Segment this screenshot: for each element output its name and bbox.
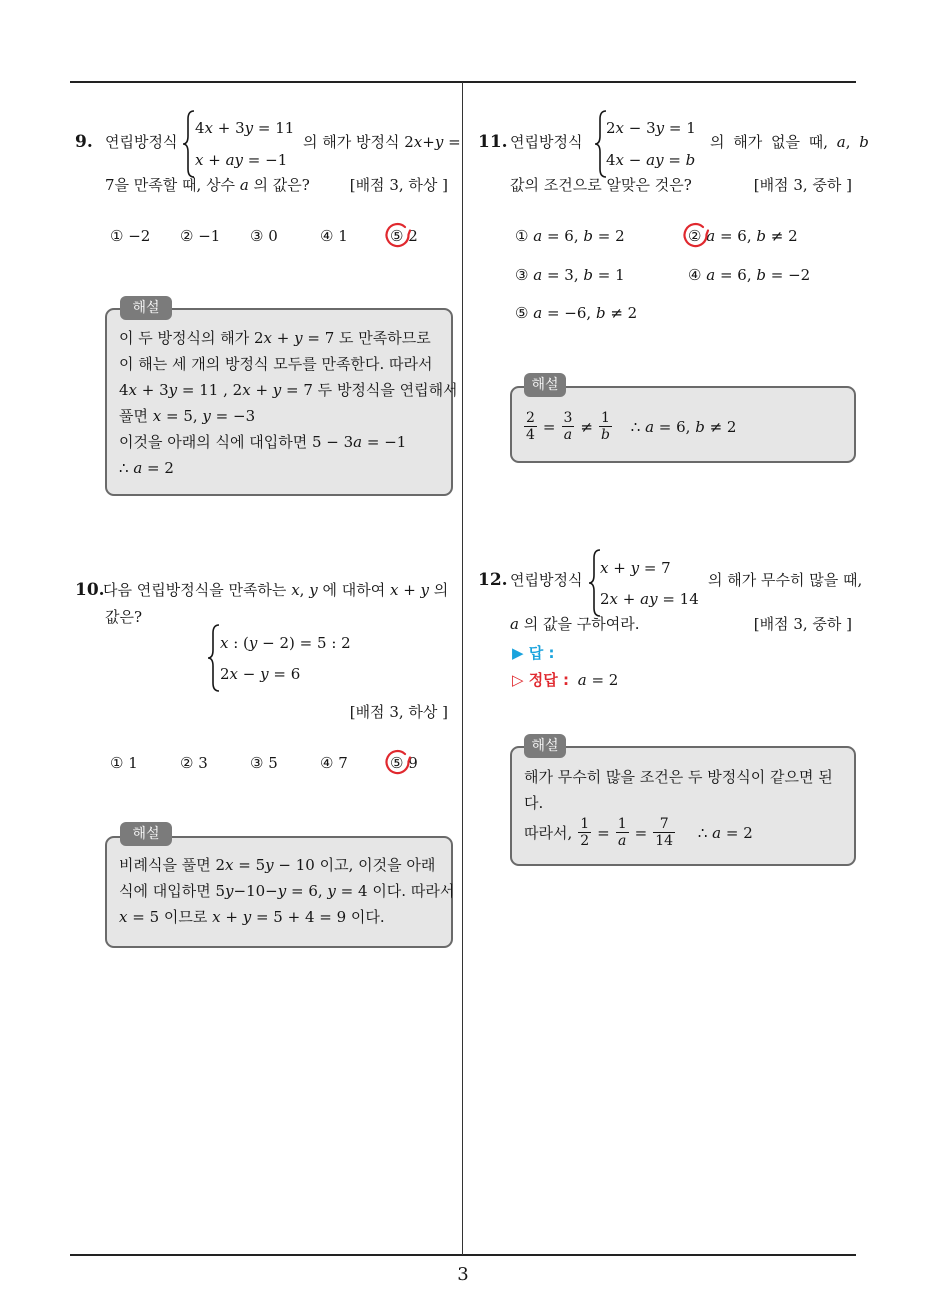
solution-line <box>524 816 842 849</box>
option-5: ⑤ 2 <box>390 226 418 246</box>
question-text: 다음 연립방정식을 만족하는 x, y 에 대하여 x + y 의 <box>103 581 449 599</box>
question-text-line2: 값의 조건으로 알맞은 것은? <box>510 176 692 194</box>
fraction <box>653 816 675 849</box>
option-4: ④ 1 <box>320 227 348 245</box>
solution-line: 풀면 x = 5, y = −3 <box>119 407 256 425</box>
correct-answer-value: a = 2 <box>577 671 619 689</box>
system-equation-2: 2x + ay = 14 <box>600 590 699 608</box>
option-3: ③ a = 3, b = 1 <box>515 266 625 284</box>
numerator: 2 <box>526 410 535 426</box>
page-number: 3 <box>457 1264 469 1285</box>
operator: ≠ <box>580 417 593 436</box>
solution-tab: 해설 <box>524 734 566 758</box>
question-number: 9. <box>75 132 93 152</box>
solution-line: 다. <box>524 794 544 812</box>
operator: = <box>597 823 610 842</box>
denominator: 14 <box>655 833 674 849</box>
option-1: ① a = 6, b = 2 <box>515 227 625 245</box>
fraction <box>599 410 612 443</box>
conclusion: ∴ a = 6, b ≠ 2 <box>630 417 737 436</box>
solution-line: ∴ a = 2 <box>119 459 174 477</box>
solution-line: 비례식을 풀면 2x = 5y − 10 이고, 이것을 아래 <box>119 856 436 874</box>
option-1: ① −2 <box>110 227 151 245</box>
denominator: 2 <box>580 833 590 849</box>
solution-line: 이 해는 세 개의 방정식 모두를 만족한다. 따라서 <box>119 355 433 373</box>
question-text-line2: 값은? <box>105 608 143 626</box>
solution-tab: 해설 <box>120 822 172 846</box>
fraction <box>524 410 537 443</box>
solution-box <box>105 836 453 948</box>
question-number: 10. <box>75 580 105 600</box>
score-label: [배점 3, 하상 ] <box>349 176 448 194</box>
denominator: a <box>618 833 627 849</box>
option-2: ② −1 <box>180 227 221 245</box>
option-4: ④ 7 <box>320 754 348 772</box>
correct-answer-label: ▷ 정답 : <box>512 671 569 689</box>
question-number: 11. <box>478 132 508 152</box>
question-lead: 연립방정식 <box>510 571 583 589</box>
question-text: 의 해가 방정식 2x+y = <box>303 133 461 151</box>
option-2: ② 3 <box>180 754 208 772</box>
question-text: 의 해가 없을 때, a, b <box>710 133 869 151</box>
fraction <box>562 410 575 443</box>
answer-mark-circle <box>681 221 711 251</box>
option-5: ⑤ a = −6, b ≠ 2 <box>515 304 638 322</box>
operator: = <box>634 823 648 842</box>
question-text-line2: 7을 만족할 때, 상수 a 의 값은? <box>105 176 310 194</box>
system-brace <box>207 624 221 692</box>
system-equation-1: 2x − 3y = 1 <box>606 119 696 137</box>
fraction <box>578 816 591 849</box>
solution-tab: 해설 <box>120 296 172 320</box>
option-4: ④ a = 6, b = −2 <box>688 266 811 284</box>
score-label: [배점 3, 중하 ] <box>753 615 852 633</box>
answer-mark-circle <box>383 221 413 251</box>
option-5: ⑤ 9 <box>390 753 418 773</box>
question-lead: 연립방정식 <box>510 133 583 151</box>
solution-box <box>510 386 856 463</box>
system-brace <box>182 110 196 178</box>
system-equation-2: 2x − y = 6 <box>220 665 301 683</box>
system-equation-1: x + y = 7 <box>600 559 671 577</box>
numerator: 3 <box>563 410 573 426</box>
question-lead: 연립방정식 <box>105 133 178 151</box>
option-1: ① 1 <box>110 754 138 772</box>
numerator: 1 <box>599 410 612 427</box>
solution-line: 4x + 3y = 11 , 2x + y = 7 두 방정식을 연립해서 <box>119 381 458 399</box>
conclusion: ∴ a = 2 <box>697 823 753 842</box>
solution-line: 식에 대입하면 5y−10−y = 6, y = 4 이다. 따라서 <box>119 882 455 900</box>
solution-line: 이것을 아래의 식에 대입하면 5 − 3a = −1 <box>119 433 407 451</box>
correct-answer <box>512 670 618 690</box>
solution-line <box>522 410 736 443</box>
answer-prompt: ▶ 답 : <box>512 644 555 662</box>
operator: = <box>542 417 556 436</box>
numerator: 7 <box>653 816 675 833</box>
system-equation-2: x + ay = −1 <box>195 151 288 169</box>
solution-line: 이 두 방정식의 해가 2x + y = 7 도 만족하므로 <box>119 329 431 347</box>
question-number: 12. <box>478 570 508 590</box>
column-divider <box>462 82 463 1255</box>
solution-line: x = 5 이므로 x + y = 5 + 4 = 9 이다. <box>119 908 385 926</box>
answer-mark-circle <box>383 748 413 778</box>
system-equation-1: 4x + 3y = 11 <box>195 119 295 137</box>
option-3: ③ 0 <box>250 227 278 245</box>
numerator: 1 <box>617 816 627 832</box>
score-label: [배점 3, 하상 ] <box>349 703 448 721</box>
denominator: b <box>601 427 610 443</box>
system-equation-1: x : (y − 2) = 5 : 2 <box>220 634 351 652</box>
solution-box <box>510 746 856 866</box>
solution-line: 해가 무수히 많을 조건은 두 방정식이 같으면 된 <box>524 768 833 786</box>
denominator: 4 <box>526 427 535 443</box>
solution-tab: 해설 <box>524 373 566 397</box>
option-2: ② a = 6, b ≠ 2 <box>688 226 798 246</box>
question-text-line2: a 의 값을 구하여라. <box>510 615 640 633</box>
solution-box <box>105 308 458 496</box>
fraction <box>616 816 629 849</box>
numerator: 1 <box>580 816 590 832</box>
option-3: ③ 5 <box>250 754 278 772</box>
question-text: 의 해가 무수히 많을 때, <box>708 571 863 589</box>
score-label: [배점 3, 중하 ] <box>753 176 852 194</box>
system-equation-2: 4x − ay = b <box>606 151 696 169</box>
solution-prefix: 따라서, <box>524 823 573 842</box>
denominator: a <box>563 427 573 443</box>
